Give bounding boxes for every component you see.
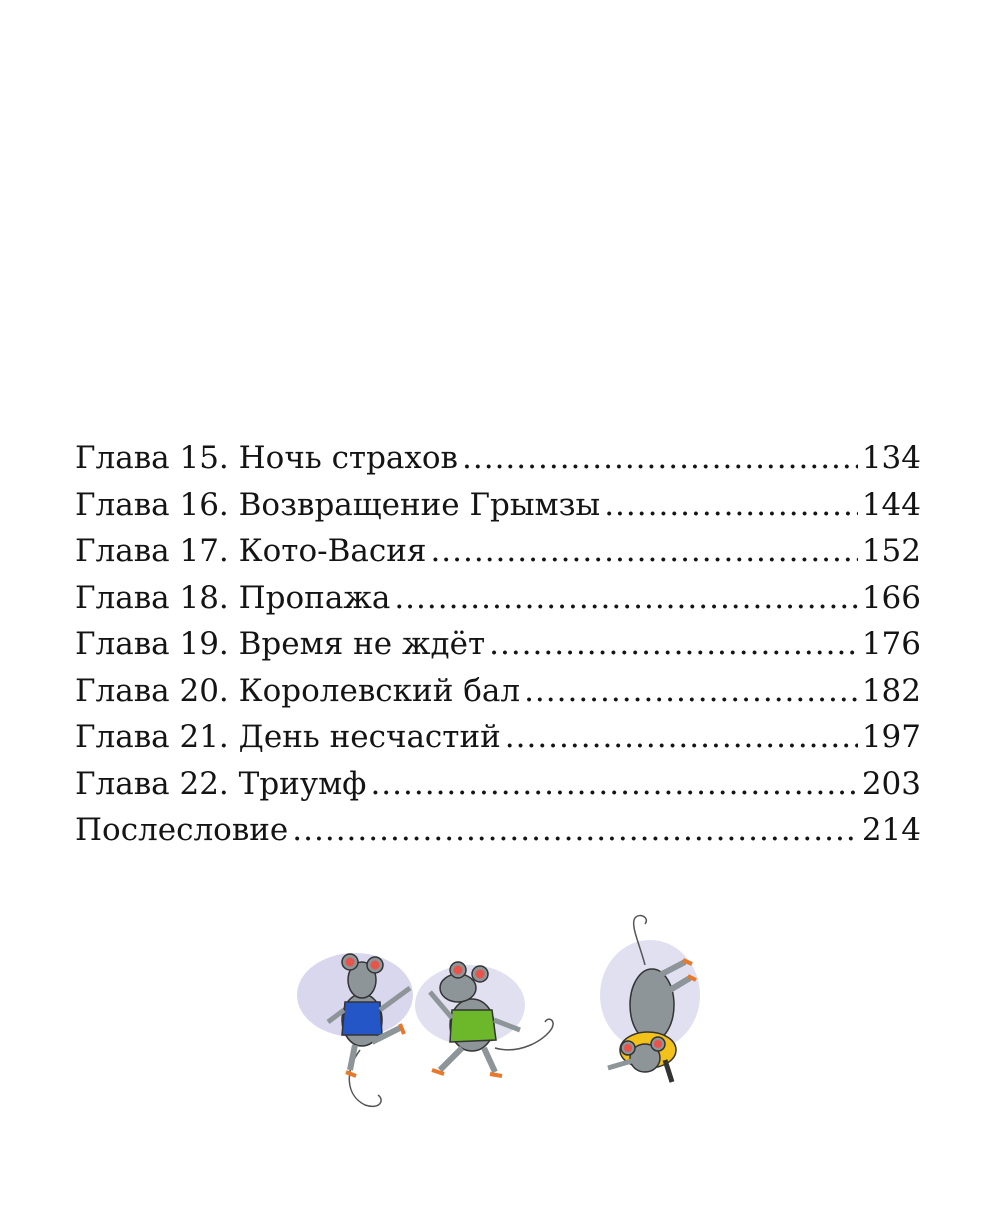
dot-leader bbox=[292, 812, 858, 848]
toc-entry[interactable] bbox=[75, 673, 921, 720]
toc-entry[interactable] bbox=[75, 626, 921, 673]
toc-entry[interactable] bbox=[75, 766, 921, 813]
toc-entry-title: Глава 22. Триумф bbox=[75, 765, 367, 802]
toc-entry[interactable] bbox=[75, 812, 921, 859]
dot-leader bbox=[489, 626, 858, 662]
toc-entry-page: 203 bbox=[861, 765, 921, 802]
dot-leader bbox=[462, 440, 858, 476]
dot-leader bbox=[505, 719, 858, 755]
toc-entry[interactable] bbox=[75, 440, 921, 487]
toc-entry-title: Глава 17. Кото-Васия bbox=[75, 533, 427, 569]
toc-entry-page: 176 bbox=[861, 626, 921, 662]
dot-leader bbox=[430, 533, 857, 569]
toc-entry-title: Глава 16. Возвращение Грымзы bbox=[75, 486, 601, 523]
table-of-contents bbox=[75, 440, 921, 859]
toc-entry-page: 144 bbox=[861, 486, 921, 523]
toc-entry-page: 134 bbox=[861, 440, 921, 476]
dot-leader bbox=[604, 487, 858, 523]
toc-entry[interactable] bbox=[75, 533, 921, 580]
toc-entry-page: 214 bbox=[861, 812, 921, 848]
dot-leader bbox=[370, 766, 857, 802]
toc-entry-page: 166 bbox=[861, 579, 921, 616]
toc-entry-title: Глава 19. Время не ждёт bbox=[75, 626, 486, 662]
toc-entry-title: Глава 20. Королевский бал bbox=[75, 672, 521, 709]
toc-entry-page: 182 bbox=[861, 672, 921, 709]
toc-entry-title: Глава 15. Ночь страхов bbox=[75, 440, 459, 476]
dot-leader bbox=[394, 580, 858, 616]
toc-entry[interactable] bbox=[75, 487, 921, 534]
dancing-mice-illustration bbox=[290, 910, 710, 1120]
dot-leader bbox=[524, 673, 858, 709]
toc-entry-title: Глава 18. Пропажа bbox=[75, 579, 391, 616]
toc-entry-page: 152 bbox=[861, 533, 921, 569]
toc-entry-title: Послесловие bbox=[75, 812, 289, 848]
toc-entry[interactable] bbox=[75, 719, 921, 766]
toc-entry-title: Глава 21. День несчастий bbox=[75, 719, 501, 755]
toc-entry[interactable] bbox=[75, 580, 921, 627]
toc-entry-page: 197 bbox=[861, 719, 921, 755]
